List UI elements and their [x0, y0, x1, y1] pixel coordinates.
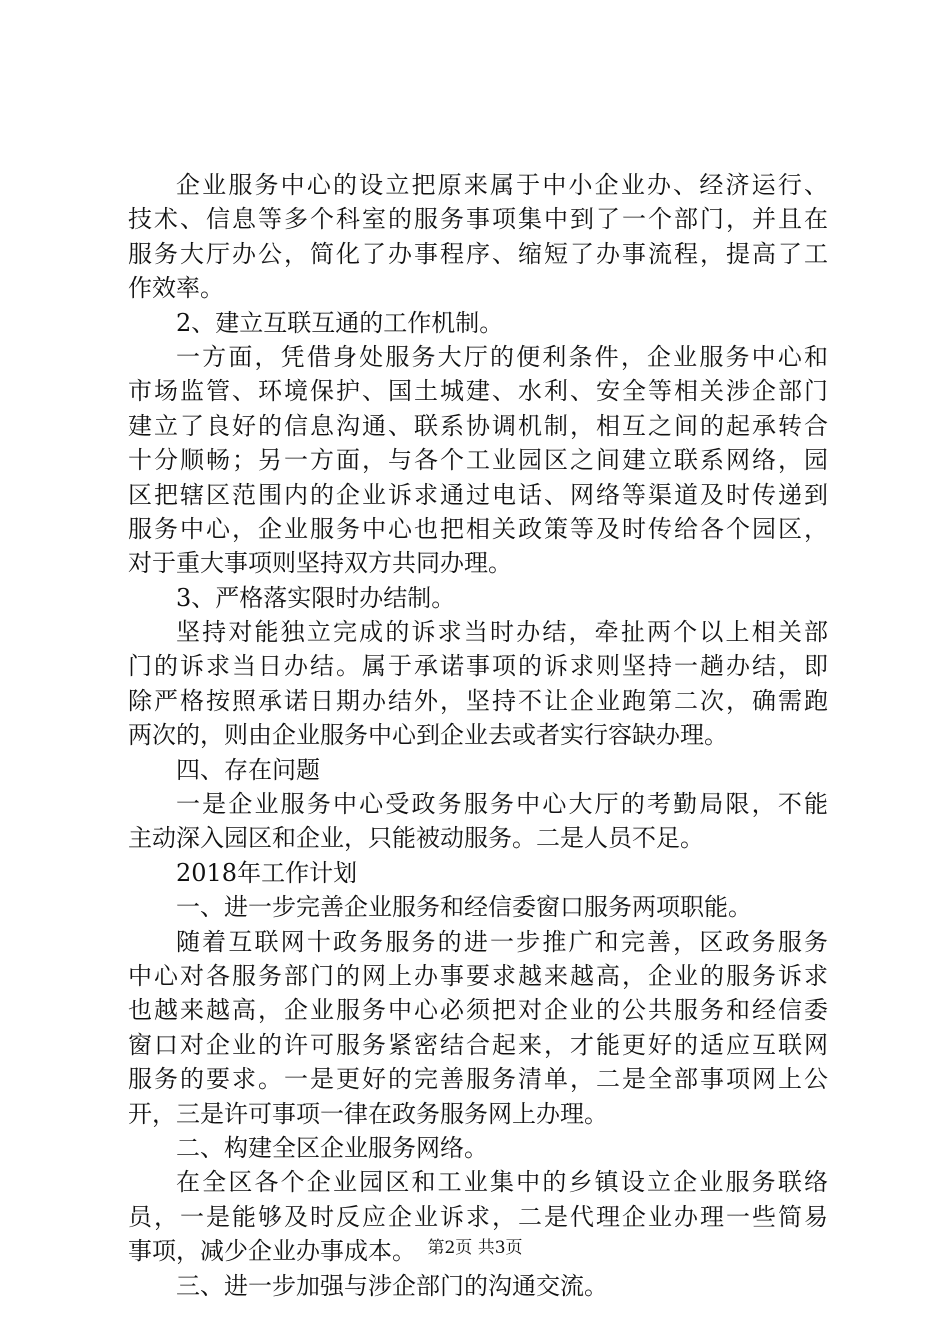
- text-line: 企业服务中心的设立把原来属于中小企业办、经济运行、: [176, 171, 828, 199]
- text-line: 开，三是许可事项一律在政务服务网上办理。: [128, 1099, 608, 1128]
- text-line: 市场监管、环境保护、国土城建、水利、安全等相关涉企部门: [128, 377, 828, 406]
- text-line: 在全区各个企业园区和工业集中的乡镇设立企业服务联络: [176, 1168, 828, 1197]
- text-line: 2018年工作计划: [176, 858, 358, 887]
- page-footer: 第2页 共3页: [427, 1238, 523, 1258]
- text-line: 两次的，则由企业服务中心到企业去或者实行容缺办理。: [128, 721, 728, 750]
- text-line: 事项，减少企业办事成本。: [128, 1237, 416, 1266]
- text-line: 服务大厅办公，简化了办事程序、缩短了办事流程，提高了工: [128, 239, 828, 268]
- text-line: 也越来越高，企业服务中心必须把对企业的公共服务和经信委: [128, 996, 828, 1025]
- text-line: 一方面，凭借身处服务大厅的便利条件，企业服务中心和: [176, 342, 828, 371]
- text-line: 十分顺畅；另一方面，与各个工业园区之间建立联系网络，园: [128, 446, 828, 475]
- text-line: 门的诉求当日办结。属于承诺事项的诉求则坚持一趟办结，即: [128, 652, 828, 681]
- text-line: 一、进一步完善企业服务和经信委窗口服务两项职能。: [176, 893, 752, 922]
- text-line: 二、构建全区企业服务网络。: [176, 1133, 488, 1162]
- text-line: 区把辖区范围内的企业诉求通过电话、网络等渠道及时传递到: [128, 480, 828, 509]
- text-line: 主动深入园区和企业，只能被动服务。二是人员不足。: [128, 824, 704, 853]
- text-line: 三、进一步加强与涉企部门的沟通交流。: [176, 1271, 608, 1300]
- text-line: 中心对各服务部门的网上办事要求越来越高，企业的服务诉求: [128, 961, 828, 990]
- text-line: 建立了良好的信息沟通、联系协调机制，相互之间的起承转合: [128, 411, 828, 440]
- text-line: 坚持对能独立完成的诉求当时办结，牵扯两个以上相关部: [176, 618, 828, 647]
- text-line: 服务的要求。一是更好的完善服务清单，二是全部事项网上公: [128, 1065, 828, 1094]
- text-line: 服务中心，企业服务中心也把相关政策等及时传给各个园区，: [128, 514, 828, 543]
- text-line: 技术、信息等多个科室的服务事项集中到了一个部门，并且在: [128, 205, 828, 234]
- text-line: 除严格按照承诺日期办结外，坚持不让企业跑第二次，确需跑: [128, 686, 828, 715]
- text-line: 四、存在问题: [176, 755, 320, 784]
- text-line: 窗口对企业的许可服务紧密结合起来，才能更好的适应互联网: [128, 1030, 828, 1059]
- text-line: 2、建立互联互通的工作机制。: [176, 308, 504, 337]
- text-line: 对于重大事项则坚持双方共同办理。: [128, 549, 512, 578]
- text-line: 3、严格落实限时办结制。: [176, 583, 456, 612]
- text-line: 一是企业服务中心受政务服务中心大厅的考勤局限，不能: [176, 790, 828, 819]
- text-line: 员，一是能够及时反应企业诉求，二是代理企业办理一些简易: [128, 1202, 828, 1231]
- text-line: 随着互联网十政务服务的进一步推广和完善，区政务服务: [176, 927, 828, 956]
- text-line: 作效率。: [128, 274, 224, 303]
- document-body: [128, 168, 828, 1303]
